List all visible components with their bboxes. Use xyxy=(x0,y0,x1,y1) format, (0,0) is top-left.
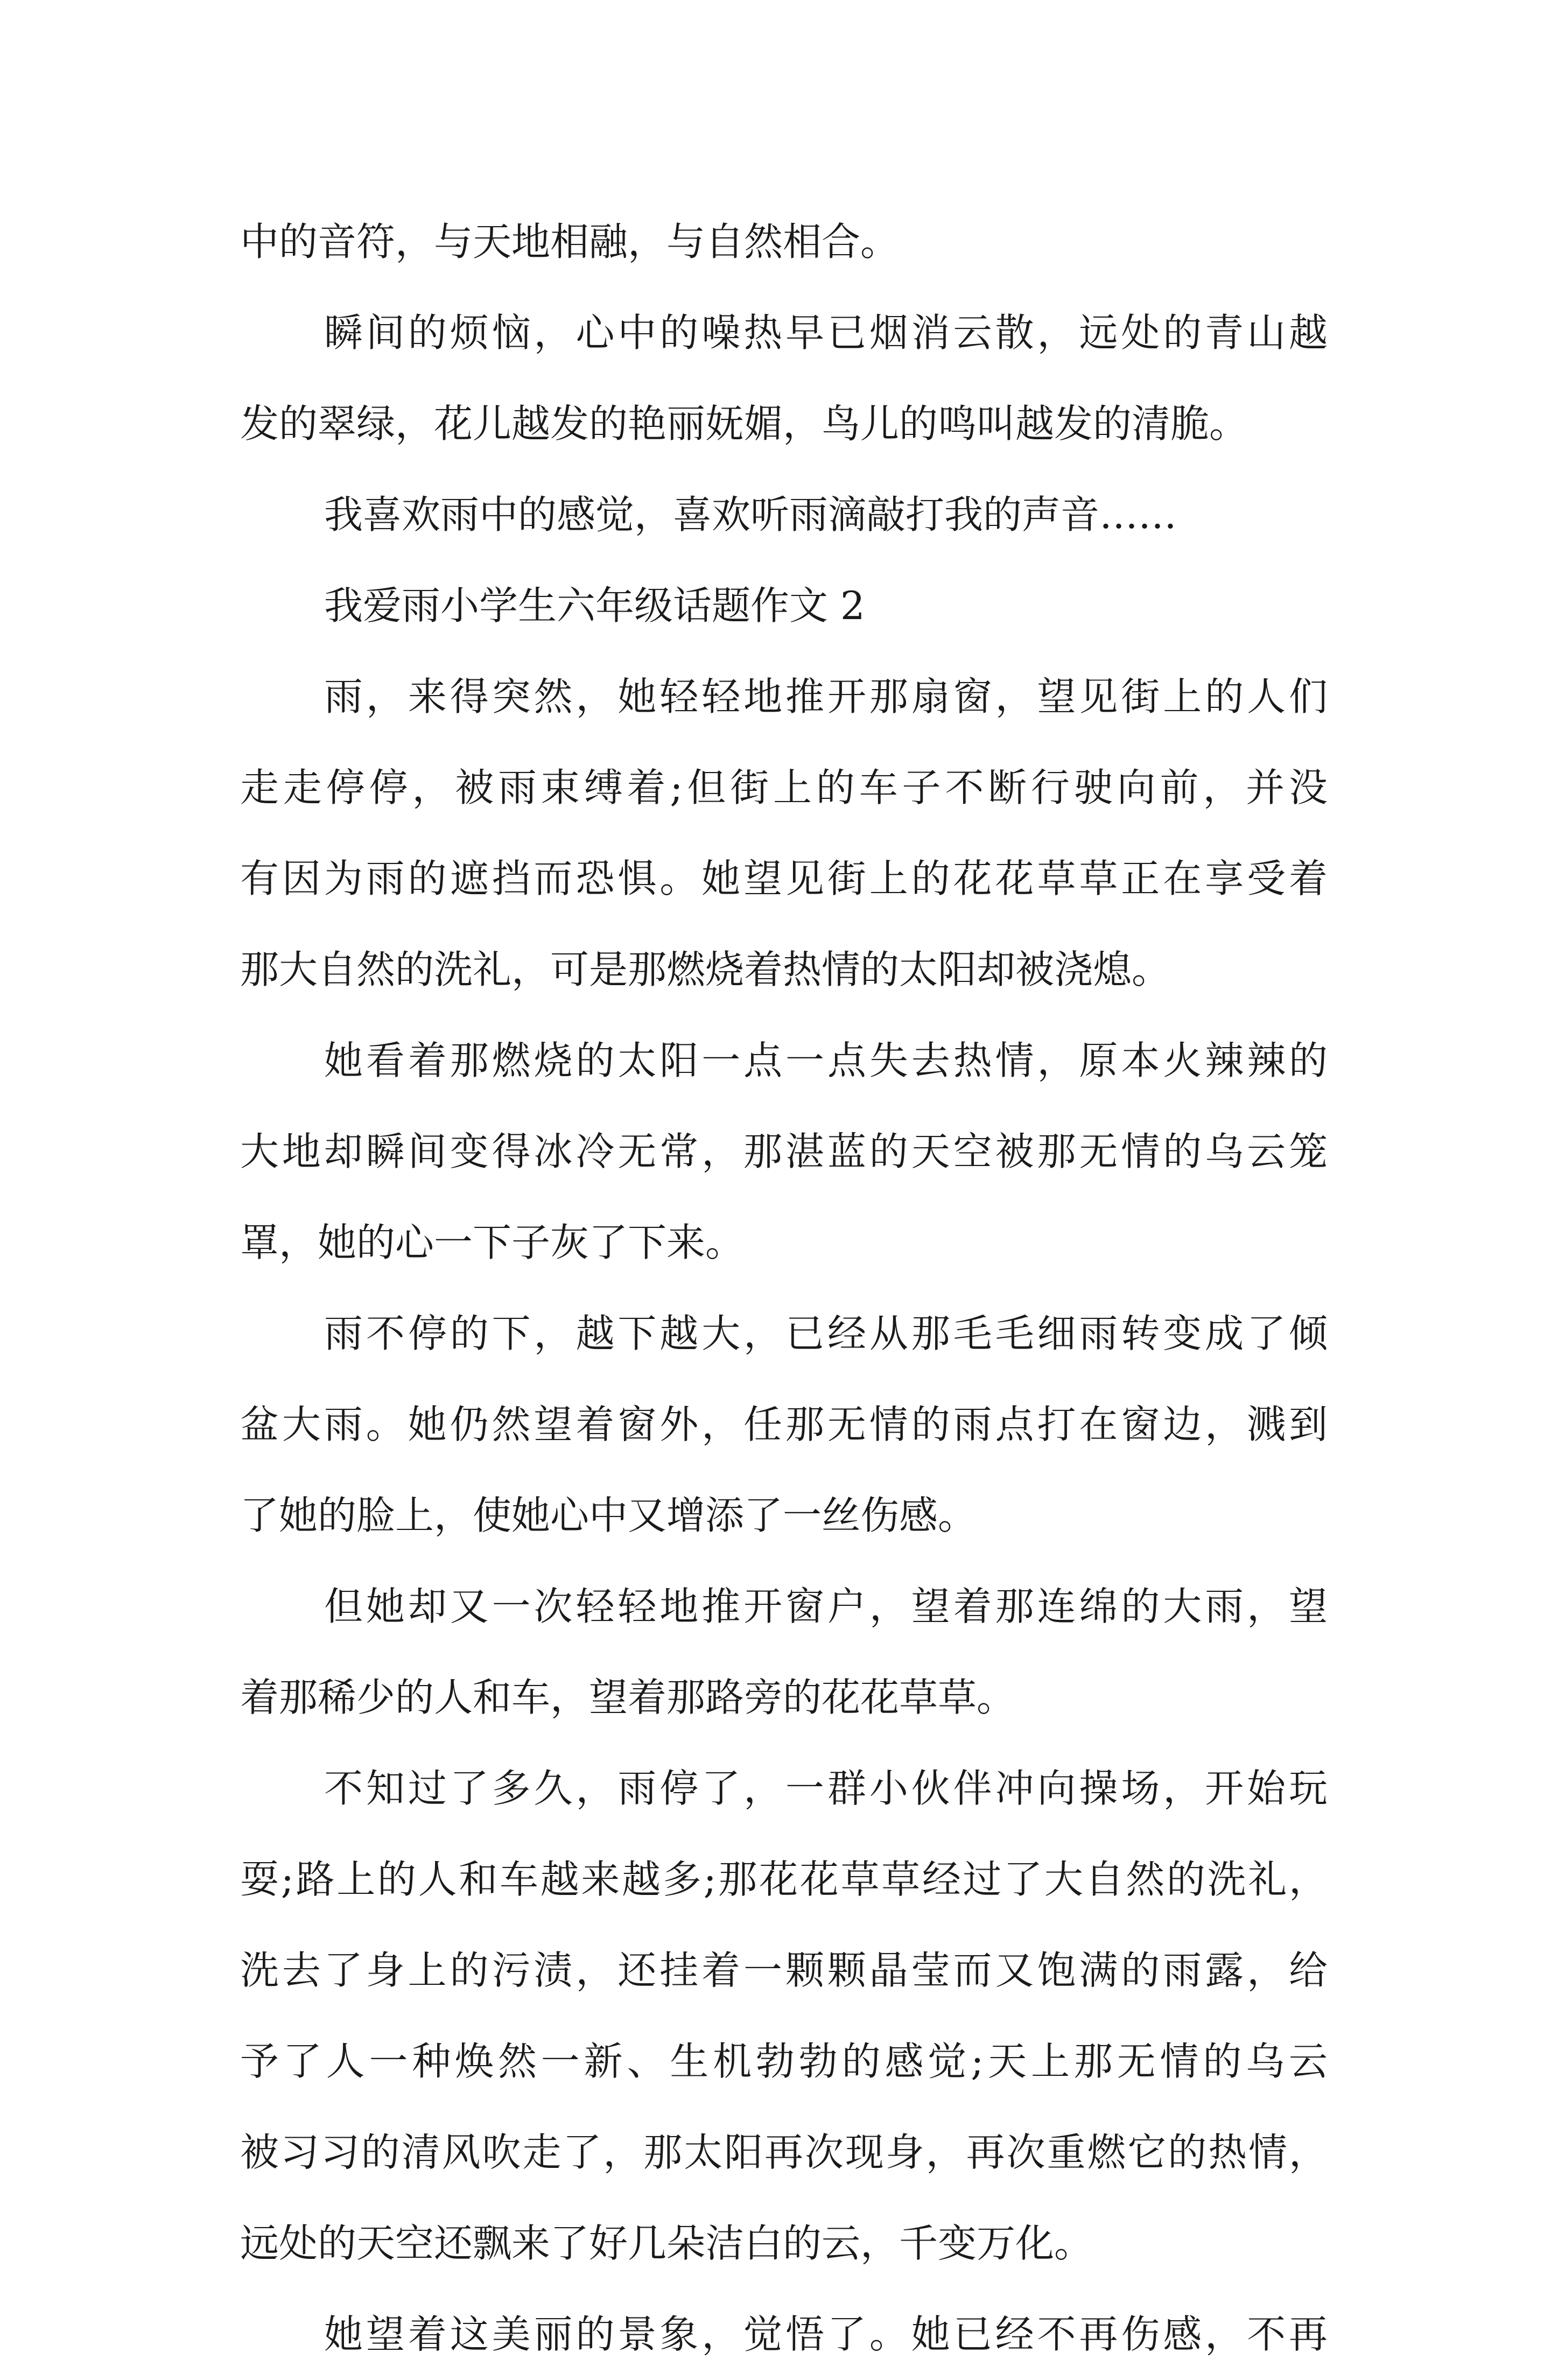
text-line: 远处的天空还飘来了好几朵洁白的云，千变万化。 xyxy=(240,2221,1093,2266)
text-line: 那大自然的洗礼，可是那燃烧着热情的太阳却被浇熄。 xyxy=(240,947,1171,992)
text-line: 她看着那燃烧的太阳一点一点失去热情，原本火辣辣的 xyxy=(324,1038,1328,1083)
text-line: 着那稀少的人和车，望着那路旁的花花草草。 xyxy=(240,1675,1016,1720)
text-line: 她望着这美丽的景象，觉悟了。她已经不再伤感，不再 xyxy=(324,2312,1328,2357)
text-line: 被习习的清风吹走了，那太阳再次现身，再次重燃它的热情， xyxy=(240,2130,1328,2175)
text-line: 发的翠绿，花儿越发的艳丽妩媚，鸟儿的鸣叫越发的清脆。 xyxy=(240,401,1248,446)
text-line: 洗去了身上的污渍，还挂着一颗颗晶莹而又饱满的雨露，给 xyxy=(240,1948,1328,1993)
text-line: 了她的脸上，使她心中又增添了一丝伤感。 xyxy=(240,1493,977,1538)
text-line: 有因为雨的遮挡而恐惧。她望见街上的花花草草正在享受着 xyxy=(240,856,1328,901)
text-line: 大地却瞬间变得冰冷无常，那湛蓝的天空被那无情的乌云笼 xyxy=(240,1129,1328,1174)
text-line: 耍;路上的人和车越来越多;那花花草草经过了大自然的洗礼， xyxy=(240,1857,1328,1902)
text-line: 不知过了多久，雨停了，一群小伙伴冲向操场，开始玩 xyxy=(324,1766,1328,1811)
text-line: 走走停停，被雨束缚着;但街上的车子不断行驶向前，并没 xyxy=(240,765,1328,810)
text-line: 瞬间的烦恼，心中的噪热早已烟消云散，远处的青山越 xyxy=(324,310,1328,355)
text-line: 雨不停的下，越下越大，已经从那毛毛细雨转变成了倾 xyxy=(324,1311,1328,1356)
text-line: 中的音符，与天地相融，与自然相合。 xyxy=(240,219,900,264)
text-line: 予了人一种焕然一新、生机勃勃的感觉;天上那无情的乌云 xyxy=(240,2039,1328,2084)
text-line: 我爱雨小学生六年级话题作文 2 xyxy=(324,583,865,628)
document-body xyxy=(240,196,1328,2380)
text-line: 但她却又一次轻轻地推开窗户，望着那连绵的大雨，望 xyxy=(324,1584,1328,1629)
text-line: 我喜欢雨中的感觉，喜欢听雨滴敲打我的声音…… xyxy=(324,492,1177,537)
text-line: 雨，来得突然，她轻轻地推开那扇窗，望见街上的人们 xyxy=(324,674,1328,719)
text-line: 罩，她的心一下子灰了下来。 xyxy=(240,1220,745,1265)
text-line: 盆大雨。她仍然望着窗外，任那无情的雨点打在窗边，溅到 xyxy=(240,1402,1328,1447)
